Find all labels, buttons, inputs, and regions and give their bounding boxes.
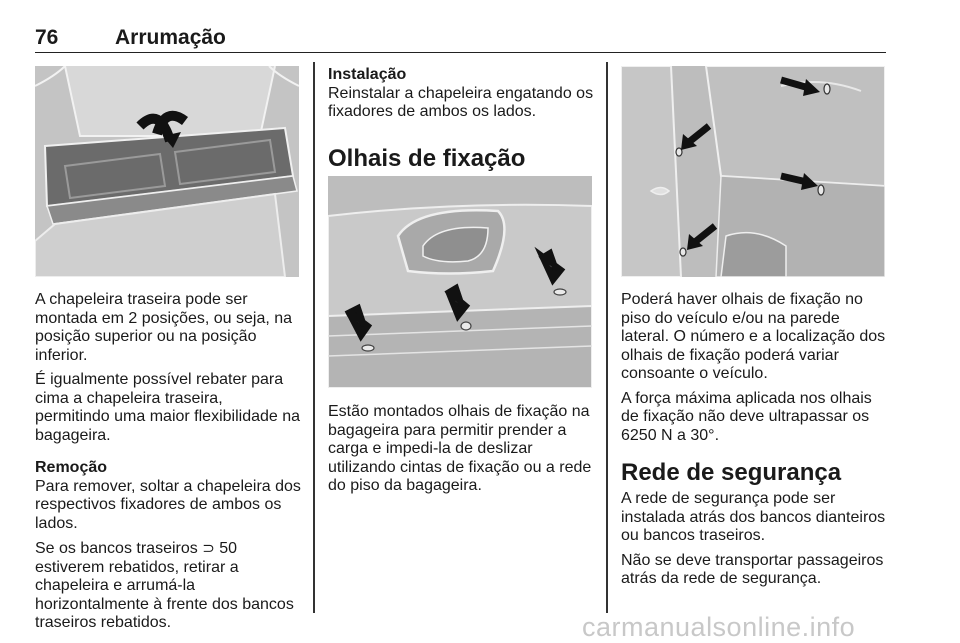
page-number: 76 [35, 26, 59, 49]
paragraph: Reinstalar a chapeleira engatando os fixadores de ambos os lados. [328, 84, 594, 120]
page-header [35, 20, 886, 53]
paragraph: Se os bancos traseiros ⊃ 50 estiverem rebatidos, retirar a chapeleira e arrumá-la horizontalmente à frente dos bancos traseiros rebatidos. [35, 539, 294, 631]
chapter-title: Arrumação [115, 26, 226, 49]
arrow-ref-icon: ⊃ [202, 539, 215, 557]
col3-text-top [621, 291, 887, 445]
column-divider [313, 62, 315, 613]
parcel-shelf-illustration [35, 66, 299, 277]
heading-safety-net: Rede de segurança [621, 459, 842, 486]
page-reference[interactable]: 50 [219, 540, 238, 557]
column-divider [606, 62, 608, 613]
heading-anchors: Olhais de fixação [328, 145, 526, 172]
watermark: carmanualsonline.info [582, 612, 856, 642]
paragraph: A chapeleira traseira pode ser montada em 2 posições, ou seja, na posição superior ou na posição inferior. [35, 291, 293, 364]
paragraph: Poderá haver olhais de fixação no piso do veículo e/ou na parede lateral. O número e a localização dos olhais de fixação poderá variar consoante o veículo. [621, 291, 886, 382]
col2-text-top [328, 66, 594, 122]
subheading-removal: Remoção [35, 459, 108, 476]
paragraph: A força máxima aplicada nos olhais de fixação não deve ultrapassar os 6250 N a 30°. [621, 389, 872, 444]
col1-text [35, 291, 301, 633]
col3-text-bottom [621, 490, 887, 589]
paragraph: É igualmente possível rebater para cima a chapeleira traseira, permitindo uma maior flexibilidade na bagageira. [35, 371, 301, 444]
side-wall-anchor-illustration [621, 66, 885, 277]
paragraph: Para remover, soltar a chapeleira dos respectivos fixadores de ambos os lados. [35, 477, 301, 532]
paragraph: A rede de segurança pode ser instalada atrás dos bancos dianteiros ou bancos traseiros. [621, 490, 886, 544]
paragraph: Não se deve transportar passageiros atrás da rede de segurança. [621, 551, 884, 587]
col2-text-bottom [328, 403, 594, 496]
subheading-install: Instalação [328, 66, 407, 83]
paragraph: Estão montados olhais de fixação na bagageira para permitir prender a carga e impedi-la de deslizar utilizando cintas de fixação ou a rede do piso da bagageira. [328, 403, 592, 494]
load-anchor-illustration [328, 176, 592, 388]
